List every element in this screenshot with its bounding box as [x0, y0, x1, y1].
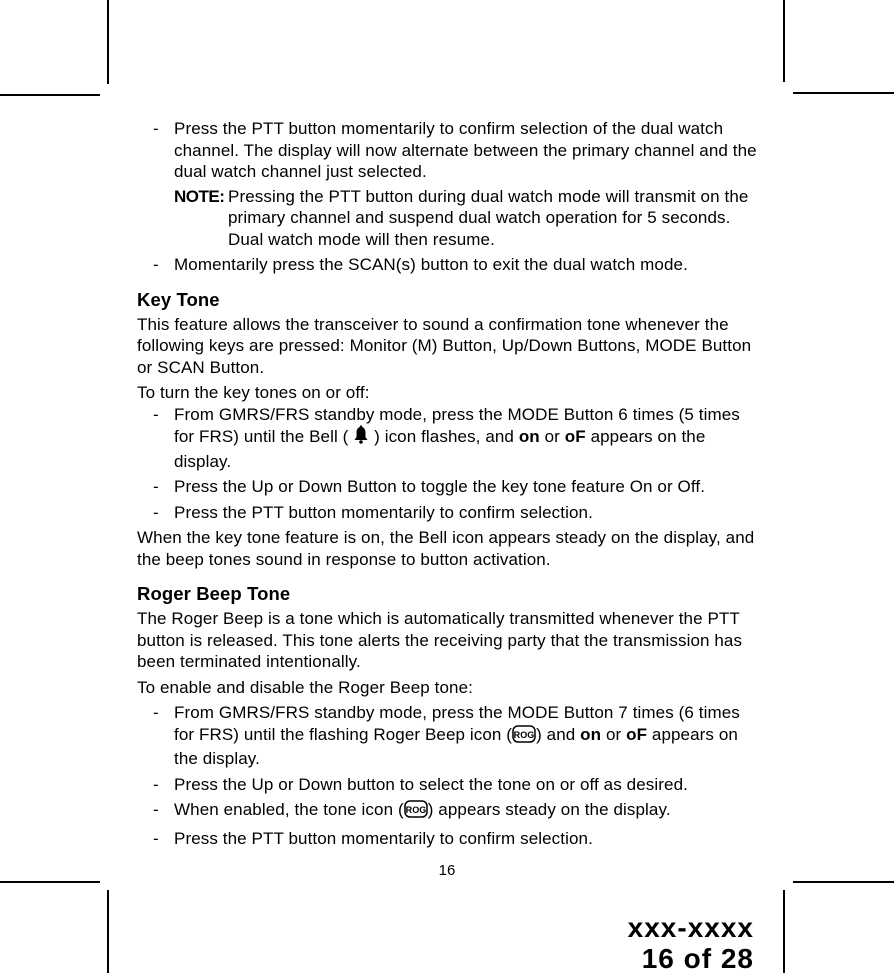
roger-beep-bullet-2: Press the Up or Down button to select the tone on or off as desired.	[174, 774, 688, 794]
crop-mark-bottom-right-vertical	[783, 890, 785, 973]
dual-watch-bullet-2: Momentarily press the SCAN(s) button to exit the dual watch mode.	[174, 255, 688, 274]
page-of-total: 16 of 28	[641, 943, 754, 974]
list-item: - Press the Up or Down button to select the tone on or off as desired.	[153, 774, 688, 794]
key-tone-bullet-1-post: appears on the display.	[174, 427, 706, 471]
dual-watch-bullet-1: Press the PTT button momentarily to confirm selection of the dual watch channel. The display will now alternate between the primary channel and the dual watch channel just selected.	[174, 119, 757, 181]
list-item: - Press the PTT button momentarily to confirm selection.	[153, 502, 593, 522]
note-text: Pressing the PTT button during dual watch mode will transmit on the primary channel and suspend dual watch operation for 5 seconds. Dual watch mode will then resume.	[228, 186, 749, 249]
off-text: oF	[626, 724, 648, 744]
roger-icon-label: ROG	[513, 729, 535, 740]
roger-beep-bullet-4: Press the PTT button momentarily to confirm selection.	[174, 828, 593, 848]
list-item: - Momentarily press the SCAN(s) button to exit the dual watch mode.	[153, 255, 688, 274]
list-item: - When enabled, the tone icon ( ROG ) appears steady on the display.	[137, 799, 757, 824]
roger-beep-bullet-1-post: appears on the display.	[174, 724, 738, 768]
page-number: 16	[438, 862, 456, 879]
crop-mark-bottom-left-horizontal	[0, 881, 100, 883]
key-tone-heading: Key Tone	[137, 288, 220, 310]
tone-icon-label: ROG	[405, 805, 427, 815]
key-tone-intro: This feature allows the transceiver to sound a confirmation tone whenever the following keys are pressed: Monitor (M) Button, Up/Down Buttons, MODE Button or SCAN Button.	[137, 314, 752, 377]
key-tone-bullet-3: Press the PTT button momentarily to confirm selection.	[174, 502, 593, 522]
crop-mark-top-right-horizontal	[793, 92, 894, 94]
roger-beep-intro: The Roger Beep is a tone which is automatically transmitted whenever the PTT button is released. This tone alerts the receiving party that the transmission has been terminated intentionally.	[137, 609, 743, 671]
document-id: xxx-xxxx	[627, 912, 754, 943]
tone-icon	[404, 800, 428, 824]
list-item: - Press the Up or Down Button to toggle the key tone feature On or Off.	[153, 477, 706, 496]
or-text: or	[544, 427, 560, 446]
note	[137, 186, 757, 251]
list-item: - Press the PTT button momentarily to confirm selection.	[153, 828, 593, 848]
key-tone-outro: When the key tone feature is on, the Bell icon appears steady on the display, and the beep tones sound in response to button activation.	[137, 528, 755, 569]
list-item: - From GMRS/FRS standby mode, press the MODE Button 7 times (6 times for FRS) until the flashing Roger Beep icon ( ROG ) and on or oF appears on the display.	[153, 703, 740, 768]
roger-beep-bullet-3-pre: When enabled, the tone icon (	[174, 800, 404, 819]
on-text: on	[580, 724, 602, 744]
list-item: - Press the PTT button momentarily to confirm selection of the dual watch channel. The display will now alternate between the primary channel and the dual watch channel just selected.	[153, 119, 757, 181]
key-tone-bullet-1-mid: ) icon flashes, and	[374, 427, 514, 446]
crop-mark-top-left-vertical	[107, 0, 109, 84]
roger-beep-icon	[512, 725, 536, 749]
roger-beep-lead: To enable and disable the Roger Beep tone:	[137, 677, 473, 697]
crop-mark-bottom-right-horizontal	[793, 881, 894, 883]
list-item: - From GMRS/FRS standby mode, press the MODE Button 6 times (5 times for FRS) until the Bell ( ) icon flashes, and on or oF appears on the display.	[153, 404, 740, 471]
crop-mark-bottom-left-vertical	[107, 890, 109, 973]
roger-beep-bullet-1-pre: From GMRS/FRS standby mode, press the MODE Button 7 times (6 times for FRS) until the flashing Roger Beep icon (	[174, 703, 740, 744]
on-text: on	[518, 427, 540, 446]
note-label: NOTE:	[174, 186, 225, 206]
page-content	[137, 118, 757, 849]
crop-mark-top-left-horizontal	[0, 94, 100, 96]
crop-mark-top-right-vertical	[783, 0, 785, 82]
roger-beep-heading: Roger Beep Tone	[137, 583, 291, 604]
off-text: oF	[564, 427, 586, 446]
key-tone-bullet-2: Press the Up or Down Button to toggle the key tone feature On or Off.	[174, 477, 706, 496]
or-text: or	[605, 724, 622, 744]
bell-icon	[353, 425, 369, 451]
roger-beep-bullet-1-mid: ) and	[536, 724, 576, 744]
document-id-block	[628, 912, 754, 974]
roger-beep-bullet-3-post: ) appears steady on the display.	[427, 800, 671, 819]
key-tone-lead: To turn the key tones on or off:	[137, 383, 370, 402]
key-tone-bullet-1-pre: From GMRS/FRS standby mode, press the MODE Button 6 times (5 times for FRS) until the Bell (	[174, 404, 740, 446]
